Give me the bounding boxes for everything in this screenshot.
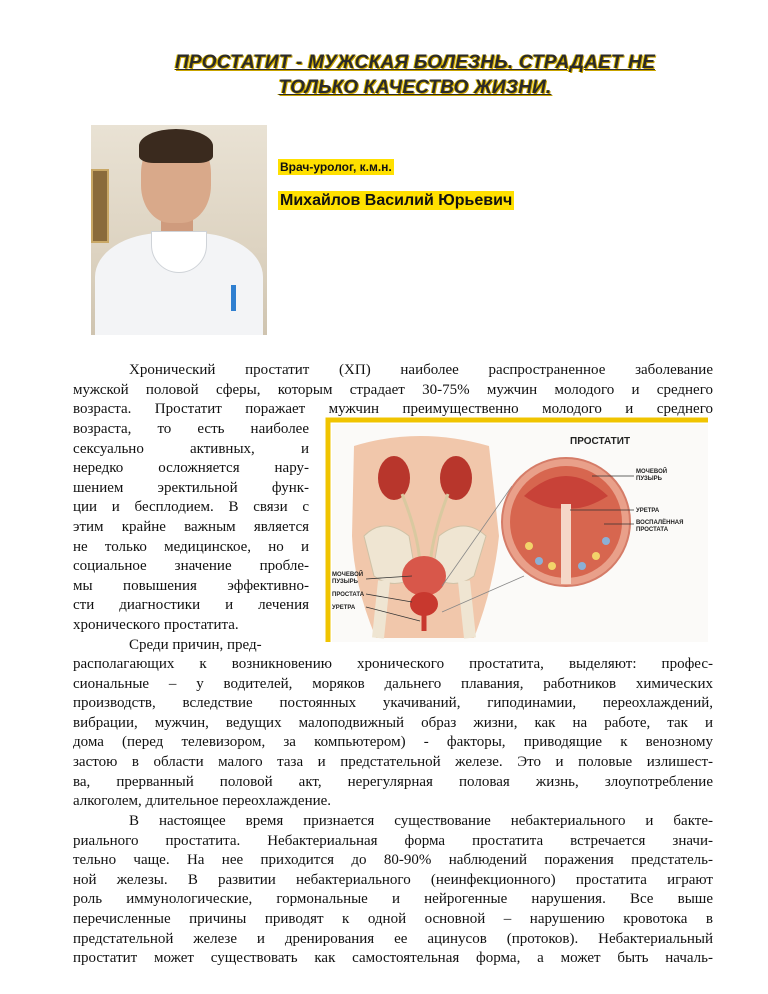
doctor-photo xyxy=(91,125,267,335)
text-line: не только медицинское, но и xyxy=(73,538,309,555)
text-line: сексуально активных, и xyxy=(73,440,309,457)
paragraph-causes xyxy=(73,655,713,812)
diagram-title: ПРОСТАТИТ xyxy=(570,436,631,447)
left-label-prostate: ПРОСТАТА xyxy=(332,592,365,598)
hair xyxy=(139,129,213,163)
text-line: В настоящее время признается существование небактериального и бакте- xyxy=(129,813,713,829)
text-line: ва, прерванный половой акт, нерегулярная половая жизнь, злоупотребление xyxy=(73,773,713,790)
text-line: этим крайне важным является xyxy=(73,518,309,535)
title-line-1: ПРОСТАТИТ - МУЖСКАЯ БОЛЕЗНЬ. СТРАДАЕТ НЕ xyxy=(175,52,655,73)
text-line: сиональные – у водителей, моряков дальнего плавания, работников химических xyxy=(73,675,713,692)
prostatitis-illustration xyxy=(324,416,712,642)
text-line: возраста. Простатит поражает мужчин преимущественно молодого и среднего xyxy=(73,401,713,418)
kidney-right xyxy=(440,456,472,500)
right-label-bladder-1: МОЧЕВОЙ xyxy=(636,469,668,475)
text-line: производств, вследствие постоянных укачиваний, гиподинамии, переохлаждений, xyxy=(73,695,713,712)
text-line: мы повышения эффективно- xyxy=(73,577,309,594)
text-line: риального простатита. Небактериальная форма простатита встречается значи- xyxy=(73,832,713,849)
prostate xyxy=(410,592,438,616)
text-line: застою в области малого таза и предстательной железе. Это и половые излишест- xyxy=(73,753,713,770)
text-line: мужской половой сферы, которым страдает 30-75% мужчин молодого и среднего xyxy=(73,381,713,398)
paragraph-causes-lines xyxy=(73,655,713,812)
text-line: алкоголем, длительное переохлаждение. xyxy=(73,793,332,810)
text-line: хронического простатита. xyxy=(73,616,239,633)
left-label-urethra: УРЕТРА xyxy=(332,605,356,611)
text-line: простатит может существовать как самостоятельная форма, а может быть началь- xyxy=(73,950,713,967)
paragraph-intro-lines xyxy=(73,361,713,420)
text-line: располагающих к возникновению хронического простатита, выделяют: профес- xyxy=(73,656,713,672)
narrow-column-lines xyxy=(73,420,309,655)
doctor-name: Михайлов Василий Юрьевич xyxy=(280,192,513,209)
left-label-bladder-2: ПУЗЫРЬ xyxy=(332,579,358,585)
title-line-2: ТОЛЬКО КАЧЕСТВО ЖИЗНИ. xyxy=(278,77,552,98)
doctor-role: Врач-уролог, к.м.н. xyxy=(280,160,392,174)
article-title xyxy=(120,50,710,100)
text-line: социальное значение пробле- xyxy=(73,558,309,575)
text-line: шением эректильной функ- xyxy=(73,479,309,496)
kidney-left xyxy=(378,456,410,500)
zoom-urethra xyxy=(561,504,571,584)
text-line: сти диагностики и лечения xyxy=(73,597,309,614)
text-line: ной железы. В развитии небактериального (неинфекционного) простатита играют xyxy=(73,871,713,888)
pen-in-pocket xyxy=(231,285,236,311)
right-label-inflamed-1: ВОСПАЛЁННАЯ xyxy=(636,520,684,526)
paragraph-types-lines xyxy=(73,812,713,969)
text-line: тельно чаще. На нее приходится до 80-90% наблюдений поражения предстатель- xyxy=(73,852,713,869)
text-line: вибрации, мужчин, ведущих малоподвижный образ жизни, как на работе, так и xyxy=(73,714,713,731)
text-line: Хронический простатит (ХП) наиболее распространенное заболевание xyxy=(129,362,713,378)
paragraph-types xyxy=(73,812,713,969)
right-label-urethra: УРЕТРА xyxy=(636,508,660,514)
text-line: перечисленные причины приводят к одной основной – нарушению кровотока в xyxy=(73,910,713,927)
paragraph-narrow-column xyxy=(73,420,309,655)
text-line: возраста, то есть наиболее xyxy=(73,421,309,437)
text-line: Среди причин, пред- xyxy=(129,636,262,653)
left-label-bladder-1: МОЧЕВОЙ xyxy=(332,572,364,578)
text-line: роль иммунологические, гормональные и нейрогенные нарушения. Все выше xyxy=(73,891,713,908)
text-line: предстательной железе и дренирования ее ацинусов (протоков). Небактериальный xyxy=(73,930,713,947)
text-line: дома (перед телевизором, за компьютером) - факторы, приводящие к венозному xyxy=(73,734,713,751)
paragraph-intro xyxy=(73,361,713,420)
right-label-bladder-2: ПУЗЫРЬ xyxy=(636,476,662,482)
prostatitis-diagram xyxy=(324,416,712,642)
right-label-inflamed-2: ПРОСТАТА xyxy=(636,527,669,533)
text-line: нередко осложняется нару- xyxy=(73,460,309,477)
text-line: ции и бесплодием. В связи с xyxy=(73,499,309,516)
picture-frame-on-wall xyxy=(91,169,109,243)
